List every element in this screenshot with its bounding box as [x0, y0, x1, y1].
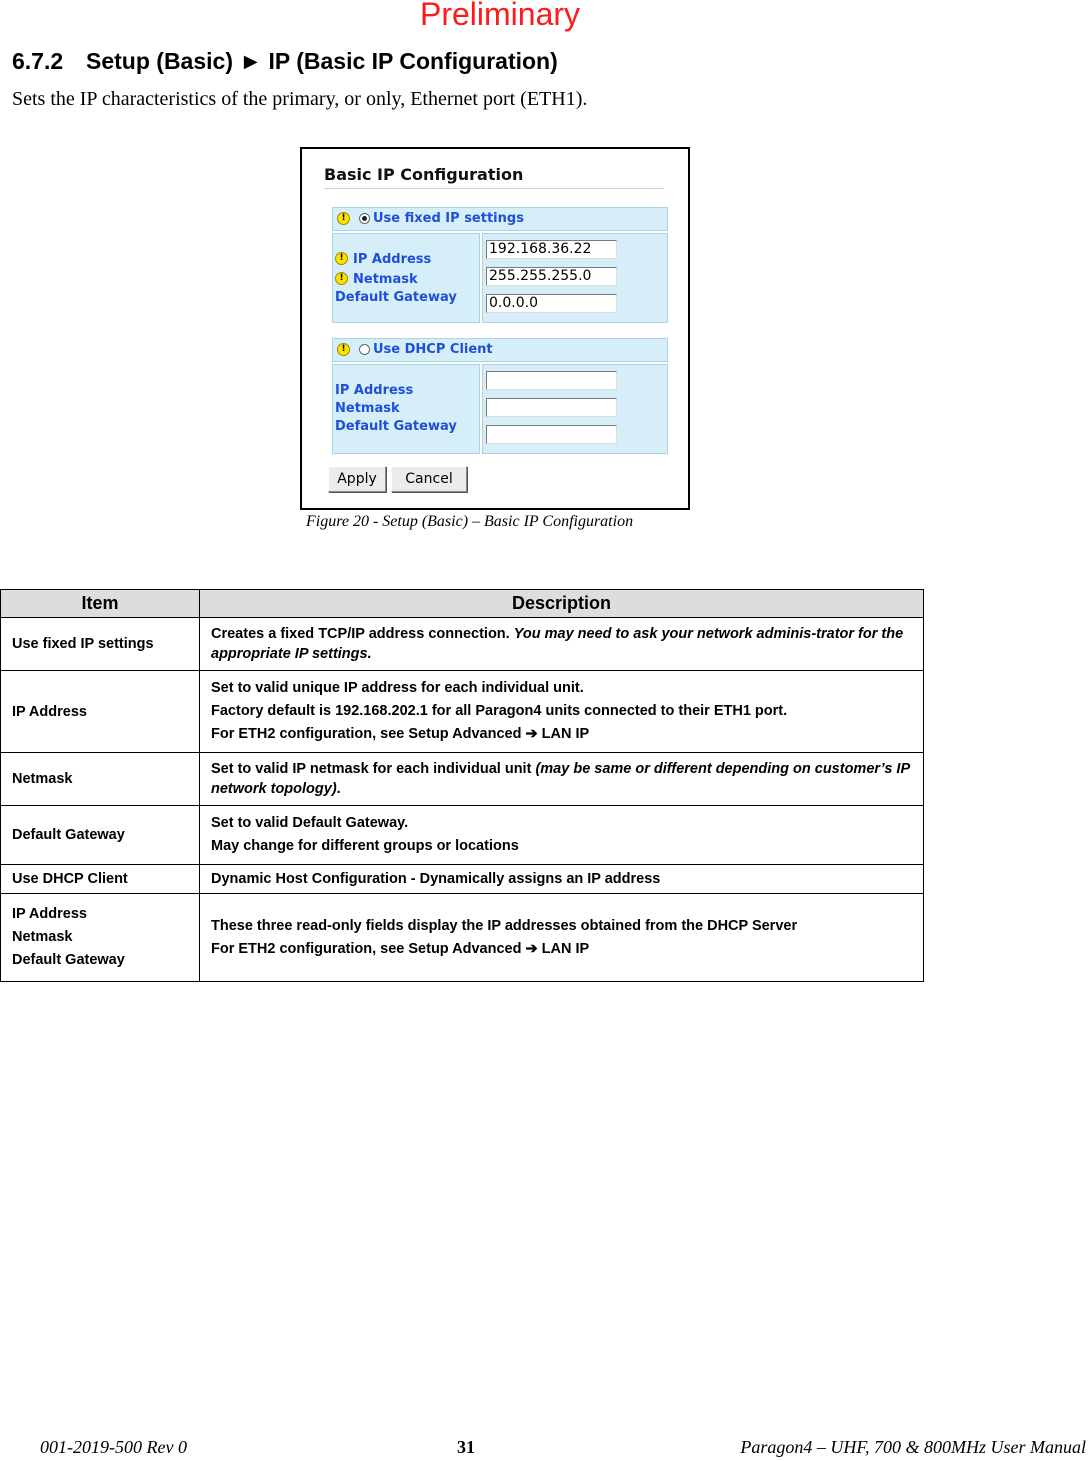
cancel-button[interactable]: Cancel — [391, 466, 467, 492]
default-gateway-label: Default Gateway — [335, 290, 457, 305]
header-item: Item — [1, 590, 200, 618]
section-number: 6.7.2 — [12, 48, 64, 74]
netmask-label: Netmask — [335, 401, 400, 416]
ip-address-label: ! IP Address — [335, 252, 431, 267]
ip-address-label: IP Address — [335, 383, 414, 398]
manual-title: Paragon4 – UHF, 700 & 800MHz User Manual — [740, 1437, 1086, 1457]
table-row — [1, 865, 924, 894]
description-cell: Set to valid unique IP address for each individual unit. Factory default is 192.168.202.1 for all Paragon4 units connected to their ETH1 port. For ETH2 configuration, see Setup Advanced ➔ LAN IP — [200, 671, 924, 753]
section-title: Setup (Basic) ► IP (Basic IP Configuration) — [86, 48, 558, 74]
section-heading — [12, 48, 558, 75]
fixed-gateway-input[interactable]: 0.0.0.0 — [486, 294, 617, 313]
warning-icon: ! — [335, 252, 348, 265]
netmask-label: ! Netmask — [335, 272, 418, 287]
description-cell: Set to valid Default Gateway. May change for different groups or locations — [200, 806, 924, 865]
dhcp-fields — [332, 364, 668, 454]
item-cell: Default Gateway — [1, 806, 200, 865]
description-cell: Dynamic Host Configuration - Dynamically assigns an IP address — [200, 865, 924, 894]
fixed-netmask-input[interactable]: 255.255.255.0 — [486, 267, 617, 286]
description-cell: Creates a fixed TCP/IP address connection. You may need to ask your network adminis-trator for the appropriate IP settings. — [200, 618, 924, 671]
table-row — [1, 806, 924, 865]
figure-title: Basic IP Configuration — [324, 165, 524, 184]
item-description-table — [0, 589, 924, 982]
dhcp-ip-address-input[interactable] — [486, 371, 617, 390]
item-cell: IP Address Netmask Default Gateway — [1, 894, 200, 982]
dhcp-radio[interactable] — [359, 344, 370, 355]
basic-ip-config-screenshot — [300, 147, 690, 510]
table-row — [1, 618, 924, 671]
item-cell: IP Address — [1, 671, 200, 753]
dhcp-gateway-input[interactable] — [486, 425, 617, 444]
divider — [324, 188, 664, 189]
fixed-ip-option-bar — [332, 207, 668, 231]
table-row — [1, 671, 924, 753]
fixed-ip-label: Use fixed IP settings — [373, 211, 524, 226]
warning-icon: ! — [337, 343, 350, 356]
fixed-ip-address-input[interactable]: 192.168.36.22 — [486, 240, 617, 259]
label-column — [332, 233, 480, 323]
item-cell: Use fixed IP settings — [1, 618, 200, 671]
watermark-preliminary: Preliminary — [419, 0, 581, 32]
warning-icon: ! — [337, 212, 350, 225]
description-cell: These three read-only fields display the IP addresses obtained from the DHCP Server For ETH2 configuration, see Setup Advanced ➔ LAN IP — [200, 894, 924, 982]
dhcp-label: Use DHCP Client — [373, 342, 493, 357]
fixed-ip-fields — [332, 233, 668, 323]
description-cell: Set to valid IP netmask for each individual unit (may be same or different depending on customer’s IP network topology). — [200, 753, 924, 806]
figure-caption: Figure 20 - Setup (Basic) – Basic IP Configuration — [306, 513, 634, 530]
table-header-row — [1, 590, 924, 618]
fixed-ip-radio[interactable] — [359, 213, 370, 224]
apply-button[interactable]: Apply — [328, 466, 386, 492]
dhcp-option-bar — [332, 338, 668, 362]
item-cell: Use DHCP Client — [1, 865, 200, 894]
header-description: Description — [200, 590, 924, 618]
section-intro: Sets the IP characteristics of the primary, or only, Ethernet port (ETH1). — [12, 88, 588, 110]
page-number: 31 — [457, 1437, 475, 1457]
doc-number: 001-2019-500 Rev 0 — [40, 1437, 187, 1457]
table-row — [1, 753, 924, 806]
label-column — [332, 364, 480, 454]
item-cell: Netmask — [1, 753, 200, 806]
warning-icon: ! — [335, 272, 348, 285]
default-gateway-label: Default Gateway — [335, 419, 457, 434]
table-row — [1, 894, 924, 982]
dhcp-netmask-input[interactable] — [486, 398, 617, 417]
